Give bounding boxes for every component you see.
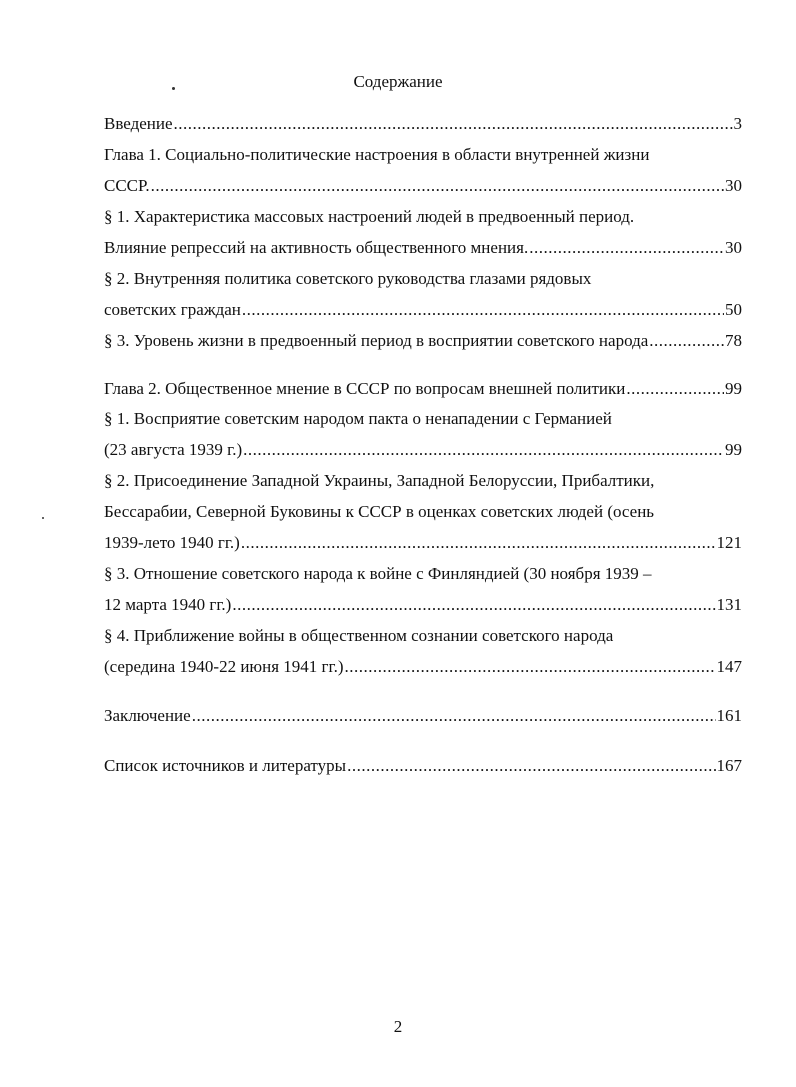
toc-entry-ch2-section-3-title: § 3. Отношение советского народа к войне с Финляндией (30 ноября 1939 – [104,564,652,583]
toc-entry-title: советских граждан [104,300,241,319]
toc-entry-title: 12 марта 1940 гг.) [104,595,232,614]
toc-entry-title: Заключение [104,706,191,725]
page-title: Содержание [353,72,443,91]
toc-entry-title: Глава 2. Общественное мнение в СССР по вопросам внешней политики [104,379,626,398]
toc-page-number: 167 [716,756,742,775]
toc-entry-title: Введение [104,114,173,133]
toc-entry-title: СССР. [104,176,150,195]
toc-entry-ch1-section-3 [104,330,742,352]
toc-entry-title: Список источников и литературы [104,756,347,775]
toc-entry-ch2-section-3 [104,594,742,616]
toc-page-number: 3 [733,114,742,133]
toc-entry-ch1-section-2-title: § 2. Внутренняя политика советского руководства глазами рядовых [104,269,592,288]
toc-entry-ch2-section-4-title: § 4. Приближение войны в общественном сознании советского народа [104,626,614,645]
dot-leader [529,237,724,259]
dot-leader [347,755,715,777]
toc-entry-chapter-2 [104,378,742,400]
toc-page-number: 30 [725,176,742,195]
toc-entry-title: 1939-лето 1940 гг.) [104,533,240,552]
dot-leader [242,299,724,321]
toc-entry-title: Влияние репрессий на активность общественного мнения. [104,238,529,257]
toc-entry-ch1-section-1 [104,237,742,259]
toc-entry-chapter-1-title: Глава 1. Социально-политические настроения в области внутренней жизни [104,145,650,164]
toc-entry-ch1-section-2 [104,299,742,321]
toc-page-number: 99 [725,379,742,398]
dot-leader [232,594,715,616]
toc-entry-ch2-section-2 [104,532,742,554]
toc-page-number: 161 [716,706,742,725]
toc-page-number: 78 [725,331,742,350]
toc-page-number: 121 [716,533,742,552]
toc-entry-title: (середина 1940-22 июня 1941 гг.) [104,657,344,676]
dot-leader [241,532,716,554]
toc-entry-introduction [104,113,742,135]
dot-leader [649,330,724,352]
toc-entry-ch2-section-2-title-cont: Бессарабии, Северной Буковины к СССР в оценках советских людей (осень [104,502,655,521]
toc-entry-ch2-section-1-title: § 1. Восприятие советским народом пакта о ненападении с Германией [104,409,612,428]
dot-leader [345,656,716,678]
dot-leader [626,378,724,400]
toc-entry-chapter-1 [104,175,742,197]
toc-entry-ch2-section-1 [104,439,742,461]
scan-speck [42,517,44,519]
dot-leader [151,175,724,197]
dot-leader [243,439,724,461]
toc-entry-title: § 3. Уровень жизни в предвоенный период в восприятии советского народа [104,331,649,350]
dot-leader [192,705,716,727]
toc-page-number: 147 [716,657,742,676]
dot-leader [174,113,733,135]
toc-entry-sources [104,755,742,777]
page-number: 2 [393,1017,403,1036]
toc-page-number: 30 [725,238,742,257]
toc-entry-ch2-section-4 [104,656,742,678]
toc-entry-ch1-section-1-title: § 1. Характеристика массовых настроений людей в предвоенный период. [104,207,635,226]
toc-entry-ch2-section-2-title: § 2. Присоединение Западной Украины, Западной Белоруссии, Прибалтики, [104,471,655,490]
toc-entry-title: (23 августа 1939 г.) [104,440,243,459]
toc-page-number: 50 [725,300,742,319]
toc-page-number: 99 [725,440,742,459]
toc-entry-conclusion [104,705,742,727]
toc-page-number: 131 [716,595,742,614]
